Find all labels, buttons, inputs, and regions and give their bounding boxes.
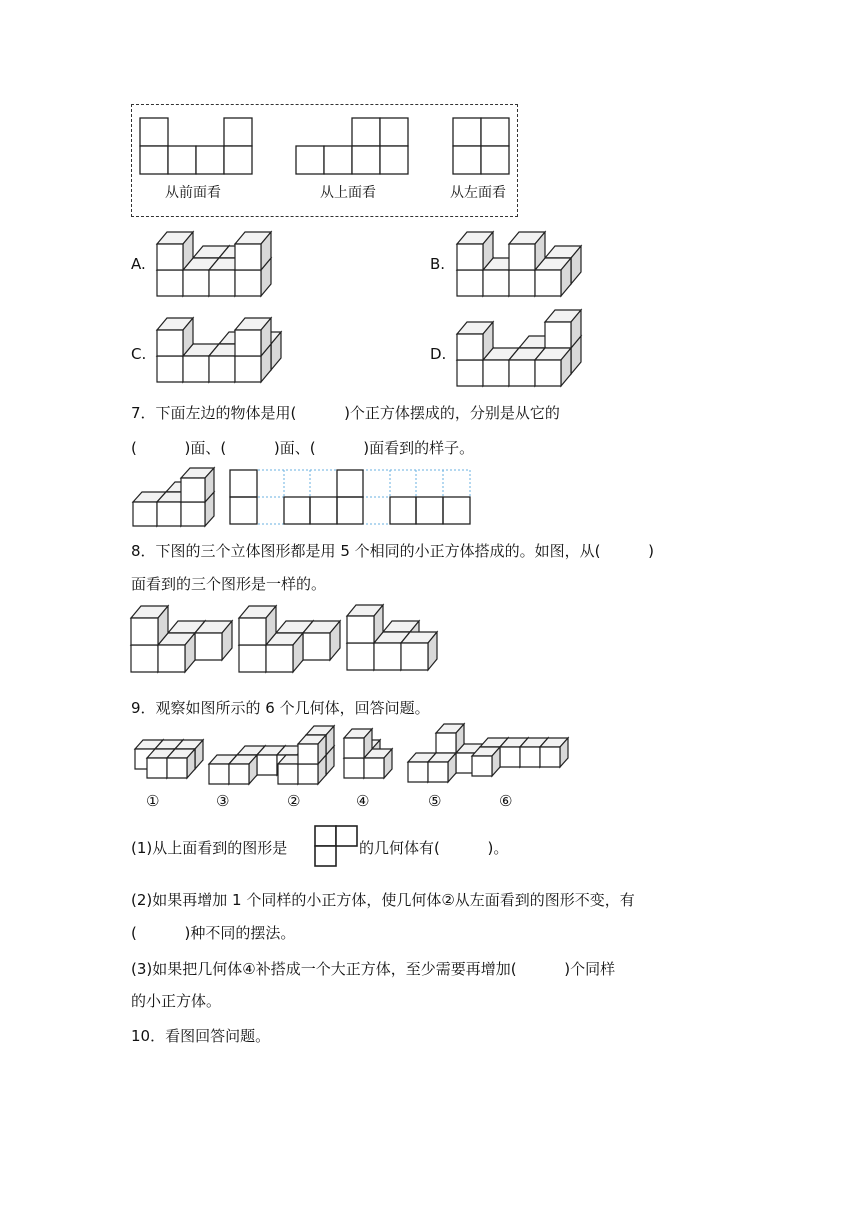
q8-line2: 面看到的三个图形是一样的。 [131, 575, 327, 593]
option-a-label: A. [131, 255, 146, 273]
q9-sub3-line2: 的小正方体。 [131, 992, 222, 1010]
option-b-label: B. [430, 255, 446, 273]
q9-label-6: ⑥ [499, 792, 513, 810]
q9-label-4: ④ [356, 792, 370, 810]
top-view-label: 从上面看 [320, 185, 376, 201]
q9-sub1-b: 的几何体有( )。 [359, 839, 509, 857]
q10-line1: 10．看图回答问题。 [131, 1027, 271, 1045]
q9-line1: 9．观察如图所示的 6 个几何体，回答问题。 [131, 699, 430, 717]
q8-line1: 8．下图的三个立体图形都是用 5 个相同的小正方体搭成的。如图，从( ) [131, 542, 655, 560]
left-view-label: 从左面看 [450, 185, 506, 201]
q9-sub2-line1: (2)如果再增加 1 个同样的小正方体，使几何体②从左面看到的图形不变，有 [131, 891, 635, 909]
option-c-label: C. [131, 345, 147, 363]
q9-sub1-a: (1)从上面看到的图形是 [131, 839, 288, 857]
q9-label-3: ② [287, 792, 301, 810]
q9-label-1: ① [146, 792, 160, 810]
q9-sub2-line2: ( )种不同的摆法。 [131, 924, 296, 942]
option-d-label: D. [430, 345, 447, 363]
front-view-label: 从前面看 [165, 185, 221, 201]
q9-label-5: ⑤ [428, 792, 442, 810]
q7-line2: ( )面、( )面、( )面看到的样子。 [131, 439, 475, 457]
q9-label-2: ③ [216, 792, 230, 810]
q7-line1: 7．下面左边的物体是用( )个正方体摆成的，分别是从它的 [131, 404, 560, 422]
q9-sub3-line1: (3)如果把几何体④补搭成一个大正方体，至少需要再增加( )个同样 [131, 960, 616, 978]
